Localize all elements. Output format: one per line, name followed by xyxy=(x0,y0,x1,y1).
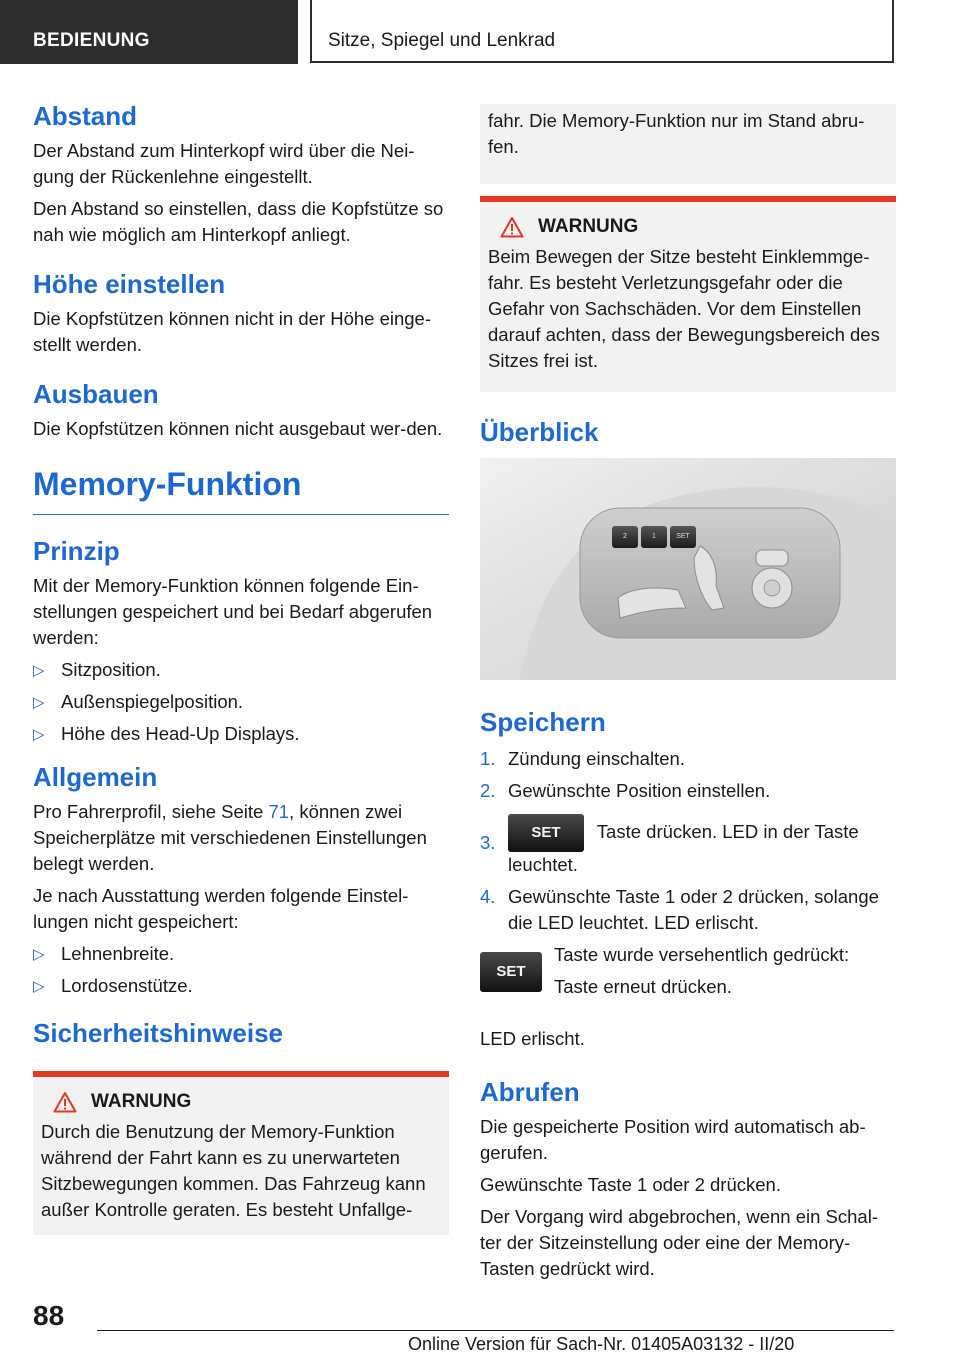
triangle-right-icon: ▷ xyxy=(33,726,45,743)
heading-abrufen: Abrufen xyxy=(480,1077,580,1107)
set-button-image: SET xyxy=(508,814,584,852)
triangle-right-icon: ▷ xyxy=(33,662,45,679)
photo-button-label: SET xyxy=(676,533,690,540)
triangle-right-icon: ▷ xyxy=(33,978,45,995)
para-abrufen-3: Der Vorgang wird abgebrochen, wenn ein Schal-ter der Sitzeinstellung oder eine der Memory-Tasten gedrückt wird. xyxy=(480,1206,878,1279)
para-hoehe: Die Kopfstützen können nicht in der Höhe einge-stellt werden. xyxy=(33,308,432,355)
heading-prinzip: Prinzip xyxy=(33,536,120,566)
warning-text: Durch die Benutzung der Memory-Funktion während der Fahrt kann es zu unerwarteten Sitzbewegungen kommen. Das Fahrzeug kann außer Kontrolle geraten. Es besteht Unfallge- xyxy=(41,1121,426,1220)
allgemein-list xyxy=(33,941,449,999)
warning-box-2 xyxy=(480,196,896,392)
para-abrufen-1: Die gespeicherte Position wird automatisch ab-gerufen. xyxy=(480,1116,866,1163)
header-title: Sitze, Spiegel und Lenkrad xyxy=(328,30,556,51)
para-allgemein-2: Je nach Ausstattung werden folgende Einstel-lungen nicht gespeichert: xyxy=(33,885,409,932)
warning-label: WARNUNG xyxy=(91,1091,192,1112)
heading-allgemein: Allgemein xyxy=(33,762,158,792)
footer-text: Online Version für Sach-Nr. 01405A03132 - II/20 xyxy=(408,1334,795,1354)
warning-box xyxy=(33,1071,449,1235)
para-abstand-1: Der Abstand zum Hinterkopf wird über die Nei-gung der Rückenlehne eingestellt. xyxy=(33,140,415,187)
header-title-box xyxy=(310,0,894,63)
triangle-right-icon: ▷ xyxy=(33,694,45,711)
para-ausbauen: Die Kopfstützen können nicht ausgebaut wer-den. xyxy=(33,418,443,439)
list-item: ▷ Außenspiegelposition. xyxy=(33,689,449,715)
list-item: 4. Gewünschte Taste 1 oder 2 drücken, solange die LED leuchtet. LED erlischt. xyxy=(480,886,879,933)
footer-divider xyxy=(97,1330,894,1331)
speichern-steps xyxy=(480,746,896,936)
para-allgemein-1: Pro Fahrerprofil, siehe Seite 71, können zwei Speicherplätze mit verschiedenen Einstellungen belegt werden. xyxy=(33,801,427,874)
note-line-2: Taste erneut drücken. xyxy=(554,976,732,997)
note-line-1: Taste wurde versehentlich gedrückt: xyxy=(554,944,850,965)
heading-ausbauen: Ausbauen xyxy=(33,379,159,409)
prinzip-list xyxy=(33,657,449,747)
para-led-off: LED erlischt. xyxy=(480,1028,585,1049)
heading-abstand: Abstand xyxy=(33,101,137,131)
warning-continuation: fahr. Die Memory-Funktion nur im Stand abru-fen. xyxy=(480,104,896,184)
para-prinzip: Mit der Memory-Funktion können folgende Ein-stellungen gespeichert und bei Bedarf abgerufen werden: xyxy=(33,575,433,648)
warning-triangle-icon xyxy=(500,216,524,238)
warning-text: Beim Bewegen der Sitze besteht Einklemmge-fahr. Es besteht Verletzungsgefahr oder die Gefahr von Sachschäden. Vor dem Einstellen darauf achten, dass der Bewegungsbereich des Sitzes frei ist. xyxy=(488,246,880,371)
list-item: 2. Gewünschte Position einstellen. xyxy=(480,780,771,801)
para-abrufen-2: Gewünschte Taste 1 oder 2 drücken. xyxy=(480,1174,781,1195)
list-item: ▷ Lehnenbreite. xyxy=(33,941,449,967)
set-button-image: SET xyxy=(480,952,542,992)
list-item: ▷ Sitzposition. xyxy=(33,657,449,683)
header-section-label: BEDIENUNG xyxy=(33,30,150,51)
list-item: 3. SET Taste drücken. LED in der Taste leuchtet. xyxy=(480,810,896,878)
triangle-right-icon: ▷ xyxy=(33,946,45,963)
para-abstand-2: Den Abstand so einstellen, dass die Kopfstütze so nah wie möglich am Hinterkopf anliegt. xyxy=(33,198,444,245)
left-column xyxy=(33,100,449,1235)
header-section xyxy=(0,0,298,64)
note-block xyxy=(480,944,896,1026)
list-item: 1. Zündung einschalten. xyxy=(480,748,685,769)
warning-triangle-icon xyxy=(53,1091,77,1113)
list-item: ▷ Lordosenstütze. xyxy=(33,973,449,999)
photo-button-label: 1 xyxy=(652,533,656,540)
photo-button-label: 2 xyxy=(623,533,627,540)
warning-label: WARNUNG xyxy=(538,216,639,237)
heading-sicherheitshinweise: Sicherheitshinweise xyxy=(33,1018,283,1048)
right-column xyxy=(480,104,896,1288)
seat-controls-photo xyxy=(480,458,896,680)
heading-hoehe: Höhe einstellen xyxy=(33,269,226,299)
seat-controls-illustration xyxy=(480,458,896,680)
page-link[interactable]: 71 xyxy=(268,801,290,822)
heading-memory-funktion: Memory-Funktion xyxy=(33,464,449,515)
list-item: ▷ Höhe des Head-Up Displays. xyxy=(33,721,449,747)
page-number: 88 xyxy=(33,1300,65,1331)
heading-ueberblick: Überblick xyxy=(480,417,599,447)
heading-speichern: Speichern xyxy=(480,707,606,737)
